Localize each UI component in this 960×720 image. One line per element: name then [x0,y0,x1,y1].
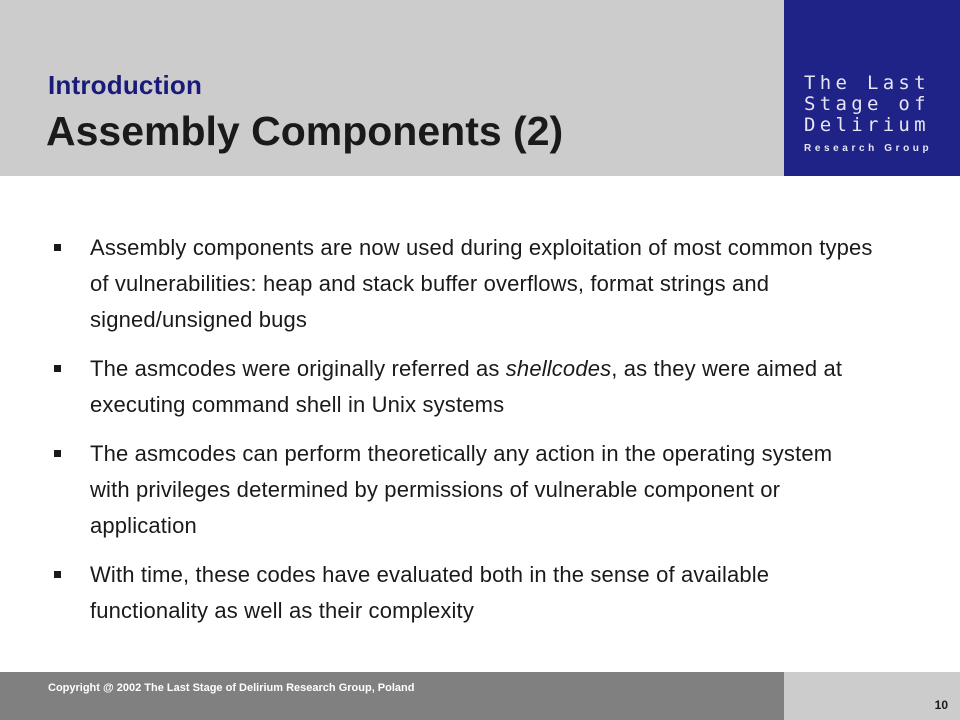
bullet-item [48,351,878,423]
footer-band [0,672,784,720]
page-number-box [784,672,960,720]
page-number: 10 [934,698,948,712]
bullet-emphasis: shellcodes [505,356,612,381]
square-bullet-icon [54,244,61,251]
bullet-list [48,230,878,642]
square-bullet-icon [54,450,61,457]
header-band [0,0,784,176]
bullet-text-post: , as they were aimed at executing command shell in Unix systems [90,356,843,417]
logo-line-2: Stage of [804,93,930,115]
logo-subtitle: Research Group [804,143,933,154]
bullet-item [48,557,878,629]
copyright-text: Copyright @ 2002 The Last Stage of Delirium Research Group, Poland [48,682,415,694]
bullet-text: Assembly components are now used during exploitation of most common types of vulnerabilities: heap and stack buffer overflows, format strings and signed/unsigned bugs [90,235,873,332]
bullet-item [48,436,878,544]
bullet-text: The asmcodes can perform theoretically any action in the operating system with privileges determined by permissions of vulnerable component or application [90,441,833,538]
bullet-text-pre: The asmcodes were originally referred as [90,356,506,381]
slide-subtitle: Introduction [48,70,203,100]
bullet-item [48,230,878,338]
bullet-text: With time, these codes have evaluated both in the sense of available functionality as well as their complexity [90,562,770,623]
lsd-logo [784,0,960,176]
slide-title: Assembly Components (2) [46,108,564,154]
logo-line-3: Delirium [804,114,930,136]
square-bullet-icon [54,365,61,372]
square-bullet-icon [54,571,61,578]
logo-line-1: The Last [804,72,930,94]
